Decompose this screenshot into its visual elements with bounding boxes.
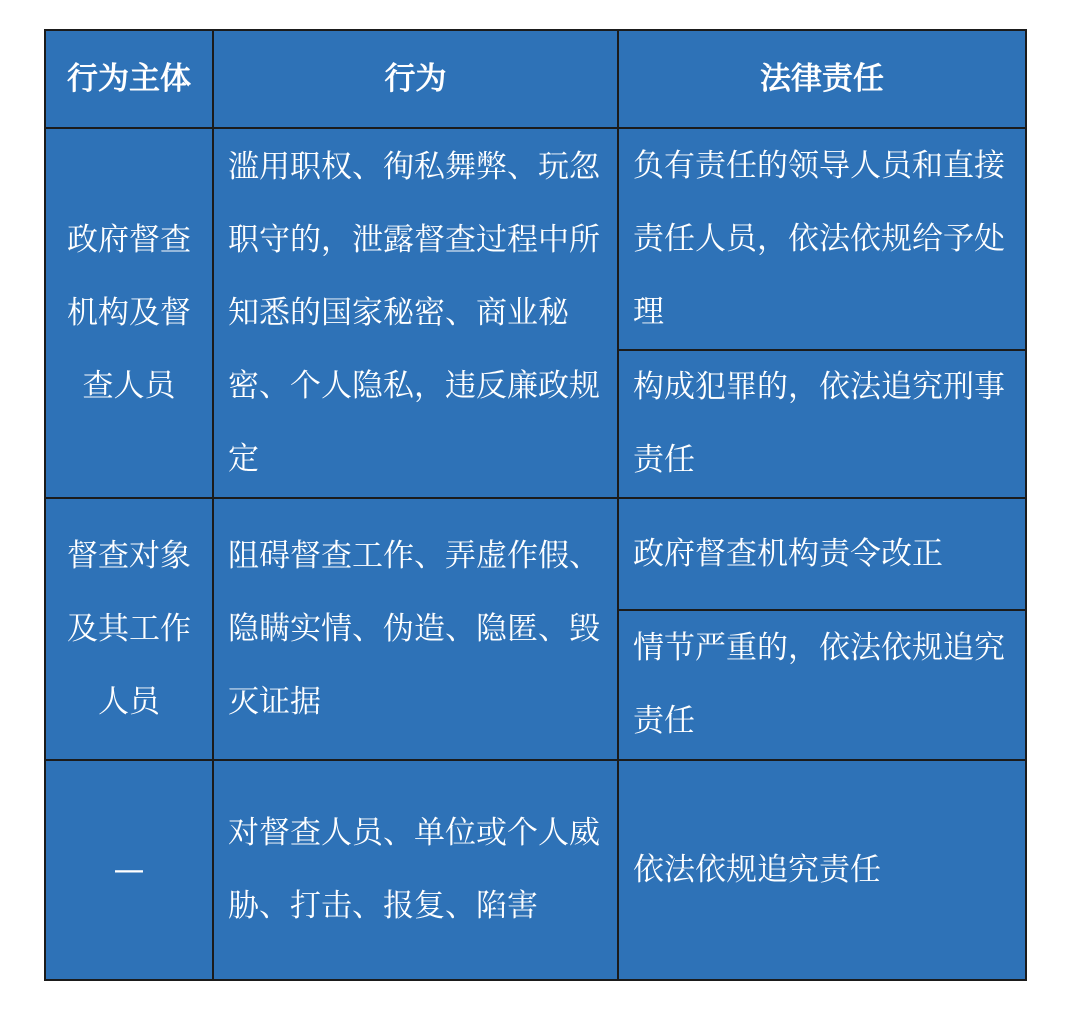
action-cell: 阻碍督查工作、弄虚作假、隐瞒实情、伪造、隐匿、毁灭证据 <box>213 498 618 760</box>
subject-cell: 政府督查机构及督查人员 <box>45 128 213 498</box>
header-subject: 行为主体 <box>45 30 213 128</box>
subject-cell: — <box>45 760 213 980</box>
subject-cell: 督查对象及其工作人员 <box>45 498 213 760</box>
table-row <box>45 498 1026 610</box>
table-row <box>45 760 1026 980</box>
table-row <box>45 128 1026 350</box>
action-cell: 滥用职权、徇私舞弊、玩忽职守的，泄露督查过程中所知悉的国家秘密、商业秘密、个人隐私，违反廉政规定 <box>213 128 618 498</box>
legal-liability-table <box>44 29 1027 981</box>
header-action: 行为 <box>213 30 618 128</box>
liability-cell: 情节严重的，依法依规追究责任 <box>618 610 1026 760</box>
legal-liability-table-container <box>44 29 1025 980</box>
action-cell: 对督查人员、单位或个人威胁、打击、报复、陷害 <box>213 760 618 980</box>
liability-cell: 政府督查机构责令改正 <box>618 498 1026 610</box>
liability-cell: 构成犯罪的，依法追究刑事责任 <box>618 350 1026 498</box>
liability-cell: 负有责任的领导人员和直接责任人员，依法依规给予处理 <box>618 128 1026 350</box>
table-header-row <box>45 30 1026 128</box>
header-liability: 法律责任 <box>618 30 1026 128</box>
liability-cell: 依法依规追究责任 <box>618 760 1026 980</box>
